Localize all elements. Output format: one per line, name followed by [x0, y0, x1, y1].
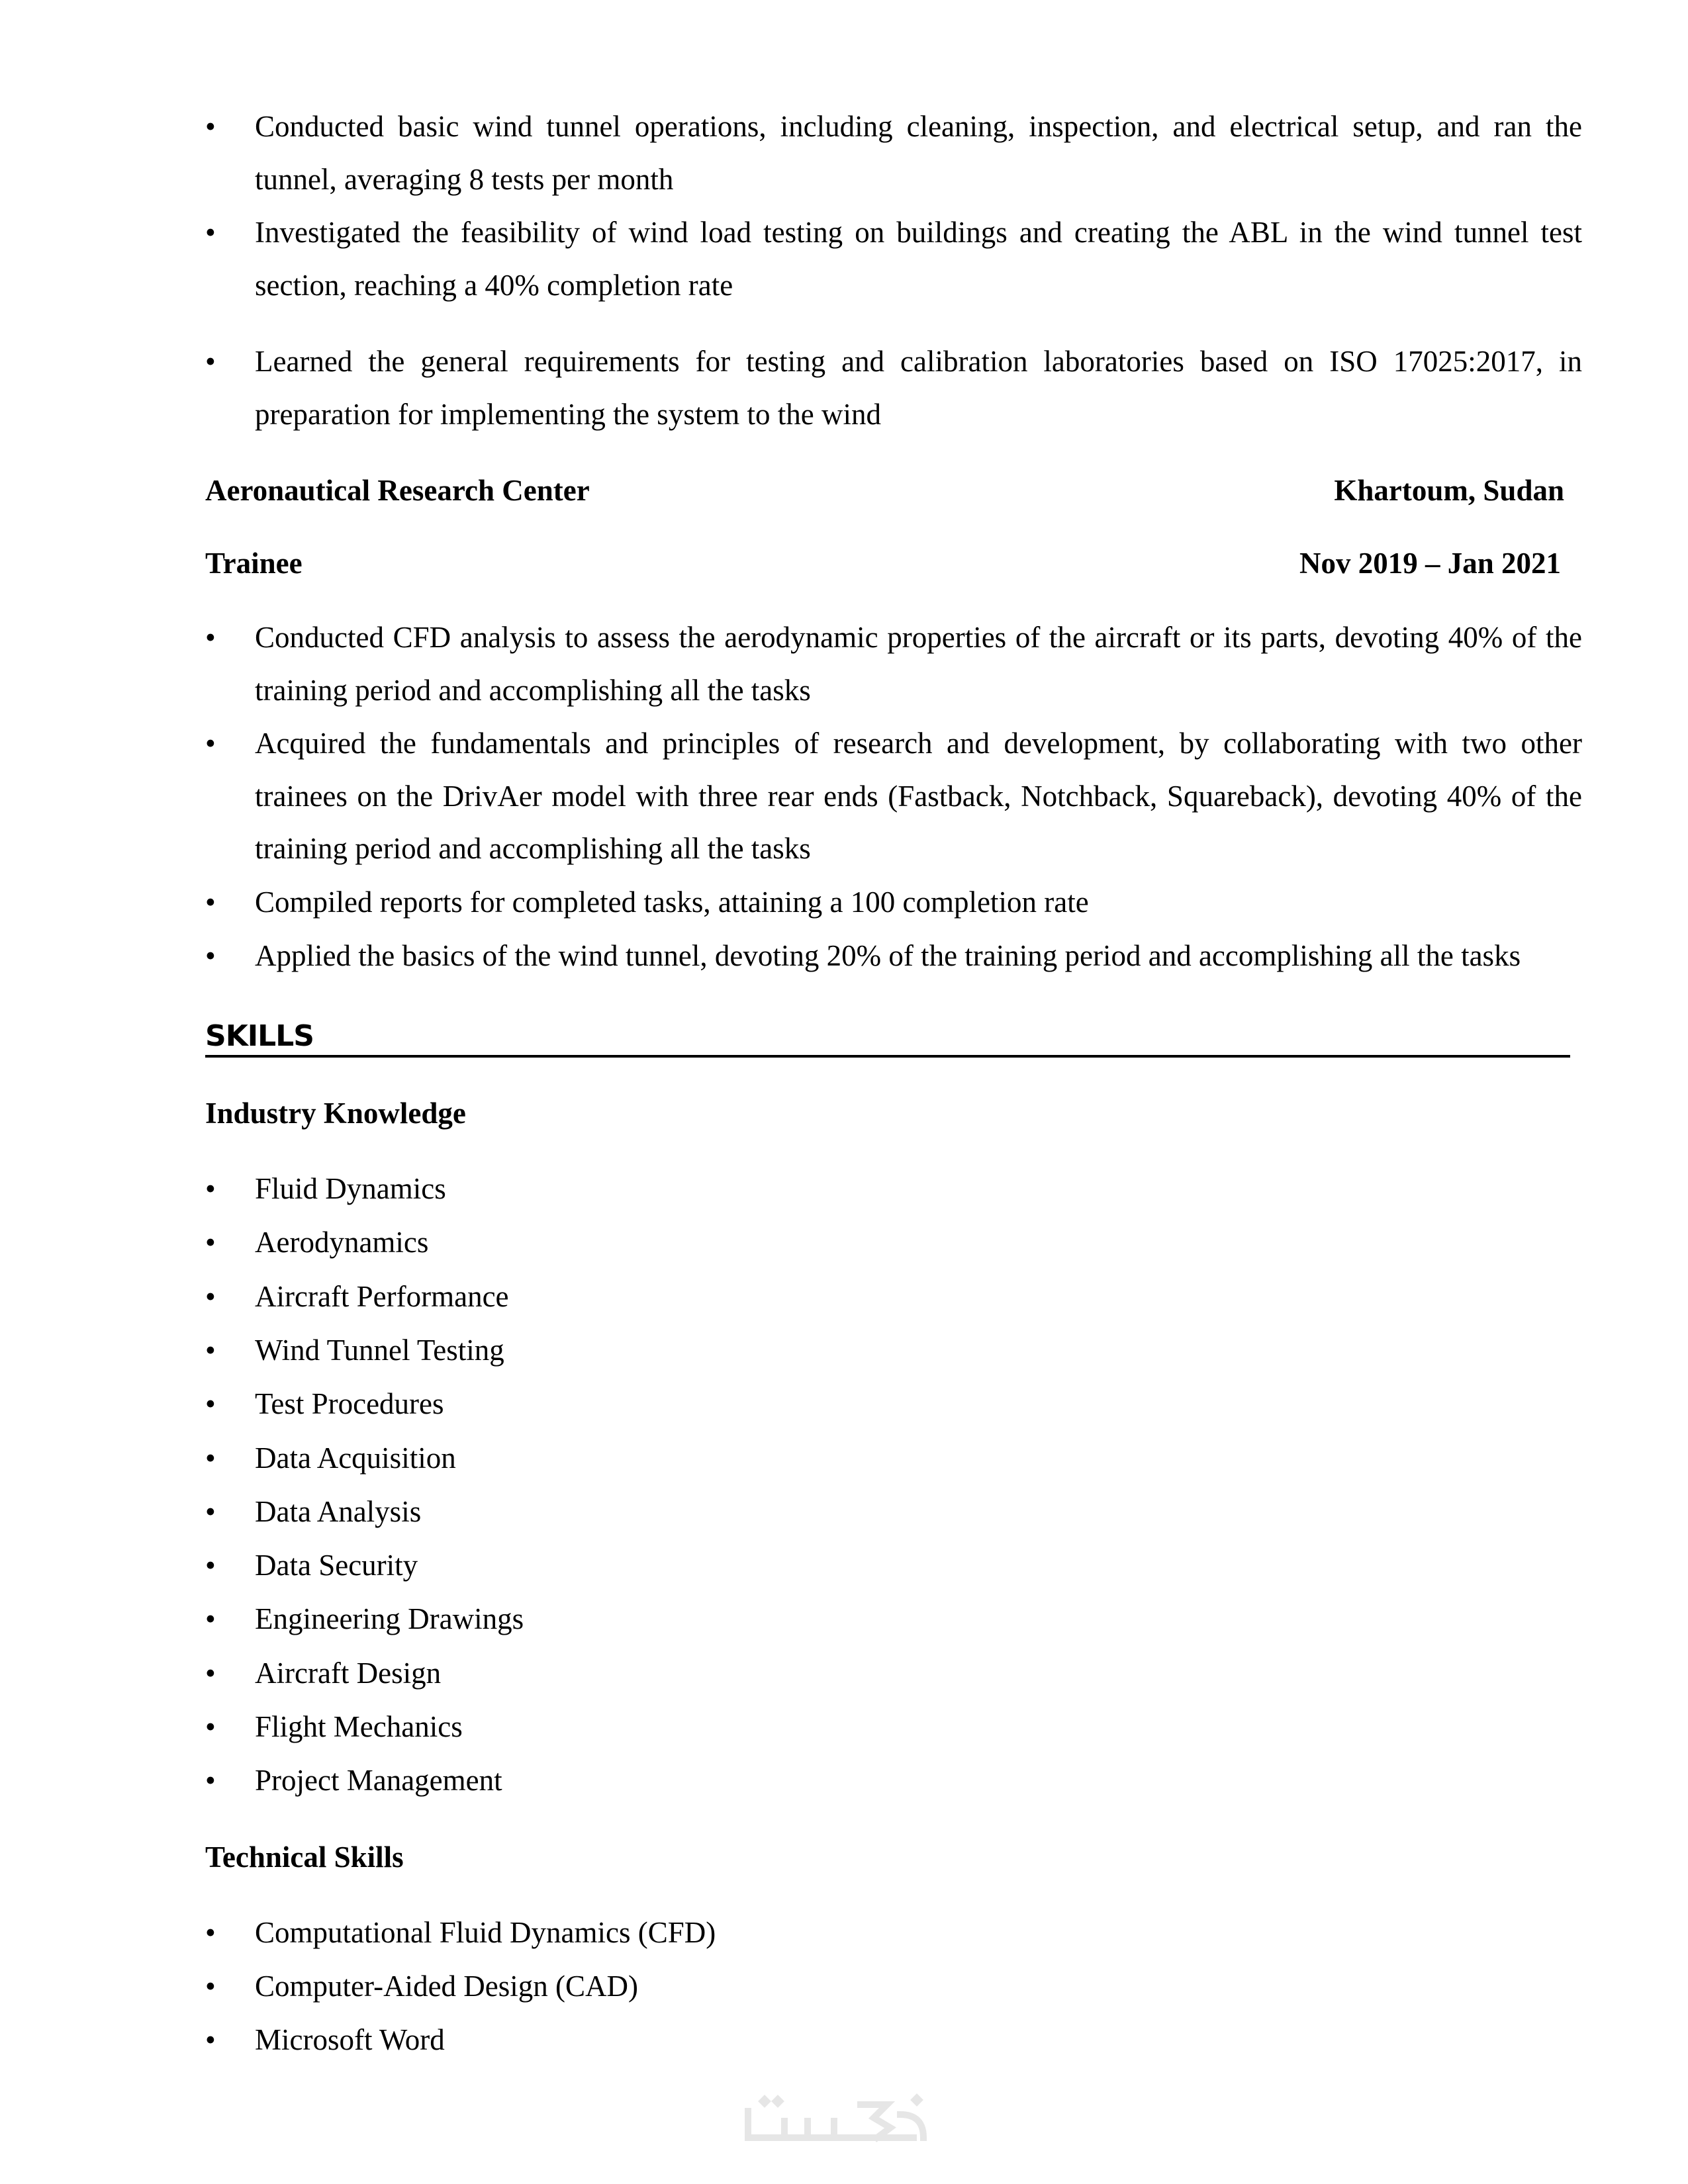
skill-label: Aircraft Performance [255, 1279, 509, 1313]
subheading-technical-skills: Technical Skills [205, 1841, 404, 1874]
skill-item [205, 1384, 444, 1424]
bullet-text: Investigated the feasibility of wind load testing on buildings and creating the ABL in the wind tunnel test section, reaching a 40% completion rate [255, 216, 1582, 302]
skill-item [205, 1222, 428, 1262]
bullet-text: Learned the general requirements for testing and calibration laboratories based on ISO 17025:2017, in preparation for implementing the system to the wind [255, 345, 1582, 431]
skill-label: Wind Tunnel Testing [255, 1333, 504, 1367]
bullet-icon: • [205, 1387, 216, 1421]
skill-label: Data Analysis [255, 1494, 422, 1528]
skill-item [205, 1760, 502, 1800]
skill-label: Data Security [255, 1549, 418, 1582]
experience-bullet [205, 336, 1582, 441]
skill-label: Test Procedures [255, 1387, 444, 1421]
bullet-text: Conducted basic wind tunnel operations, including cleaning, inspection, and electrical setup, and ran the tunnel, averaging 8 tests per month [255, 110, 1582, 196]
bullet-icon: • [205, 1656, 216, 1690]
skill-item [205, 1599, 524, 1639]
skill-label: Aircraft Design [255, 1656, 442, 1690]
skill-item [205, 1913, 716, 1952]
bullet-icon: • [205, 1494, 216, 1528]
bullet-icon: • [205, 1764, 216, 1797]
skill-item [205, 1277, 509, 1316]
skill-item [205, 1707, 463, 1747]
skill-item [205, 1653, 441, 1693]
experience-bullet [205, 101, 1582, 206]
bullet-icon: • [205, 1916, 216, 1949]
bullet-icon: • [205, 1441, 216, 1475]
bullet-icon: • [205, 345, 216, 378]
experience-header [205, 471, 1564, 510]
skill-item [205, 1966, 638, 2006]
bullet-icon: • [205, 621, 216, 654]
experience-bullet [205, 612, 1582, 717]
experience-bullet [205, 206, 1582, 312]
section-title-skills: SKILLS [205, 1019, 314, 1053]
bullet-icon: • [205, 1602, 216, 1636]
skill-label: Fluid Dynamics [255, 1172, 446, 1205]
bullet-icon: • [205, 1279, 216, 1313]
skill-item [205, 1438, 456, 1478]
experience-bullet [205, 876, 1582, 929]
skill-label: Computational Fluid Dynamics (CFD) [255, 1916, 716, 1949]
organization-location: Khartoum, Sudan [1334, 474, 1564, 507]
bullet-icon: • [205, 216, 216, 249]
bullet-icon: • [205, 727, 216, 760]
bullet-icon: • [205, 1549, 216, 1582]
skill-label: Aerodynamics [255, 1226, 429, 1259]
skill-label: Microsoft Word [255, 2023, 445, 2056]
skill-label: Project Management [255, 1764, 502, 1797]
skill-item [205, 1330, 504, 1370]
bullet-icon: • [205, 1970, 216, 2003]
job-title: Trainee [205, 547, 303, 580]
bullet-icon: • [205, 1226, 216, 1259]
bullet-icon: • [205, 110, 216, 143]
bullet-text: Conducted CFD analysis to assess the aerodynamic properties of the aircraft or its parts, devoting 40% of the training period and accomplishing all the tasks [255, 621, 1582, 707]
organization-name: Aeronautical Research Center [205, 474, 590, 507]
skill-label: Flight Mechanics [255, 1710, 463, 1743]
subheading-industry-knowledge: Industry Knowledge [205, 1097, 466, 1130]
bullet-icon: • [205, 886, 216, 919]
bullet-icon: • [205, 1710, 216, 1743]
section-divider [205, 1055, 1570, 1058]
bullet-icon: • [205, 1172, 216, 1205]
skill-item [205, 1545, 418, 1585]
experience-role-row [205, 543, 1561, 583]
khamsat-logo-watermark [735, 2091, 940, 2144]
skill-label: Computer-Aided Design (CAD) [255, 1970, 639, 2003]
skill-item [205, 1169, 446, 1208]
skill-item [205, 1492, 421, 1531]
bullet-icon: • [205, 1333, 216, 1367]
experience-bullet [205, 930, 1582, 983]
job-dates: Nov 2019 – Jan 2021 [1299, 547, 1561, 580]
experience-bullet [205, 717, 1582, 876]
skill-label: Engineering Drawings [255, 1602, 524, 1636]
bullet-icon: • [205, 2023, 216, 2056]
bullet-text: Applied the basics of the wind tunnel, devoting 20% of the training period and accomplishing all the tasks [255, 939, 1521, 972]
bullet-icon: • [205, 939, 216, 972]
bullet-text: Acquired the fundamentals and principles of research and development, by collaborating with two other trainees on the DrivAer model with three rear ends (Fastback, Notchback, Squareback), devoting 40% of the training period and accomplishing all the tasks [255, 727, 1582, 865]
skill-label: Data Acquisition [255, 1441, 456, 1475]
skill-item [205, 2020, 445, 2060]
bullet-text: Compiled reports for completed tasks, attaining a 100 completion rate [255, 886, 1089, 919]
